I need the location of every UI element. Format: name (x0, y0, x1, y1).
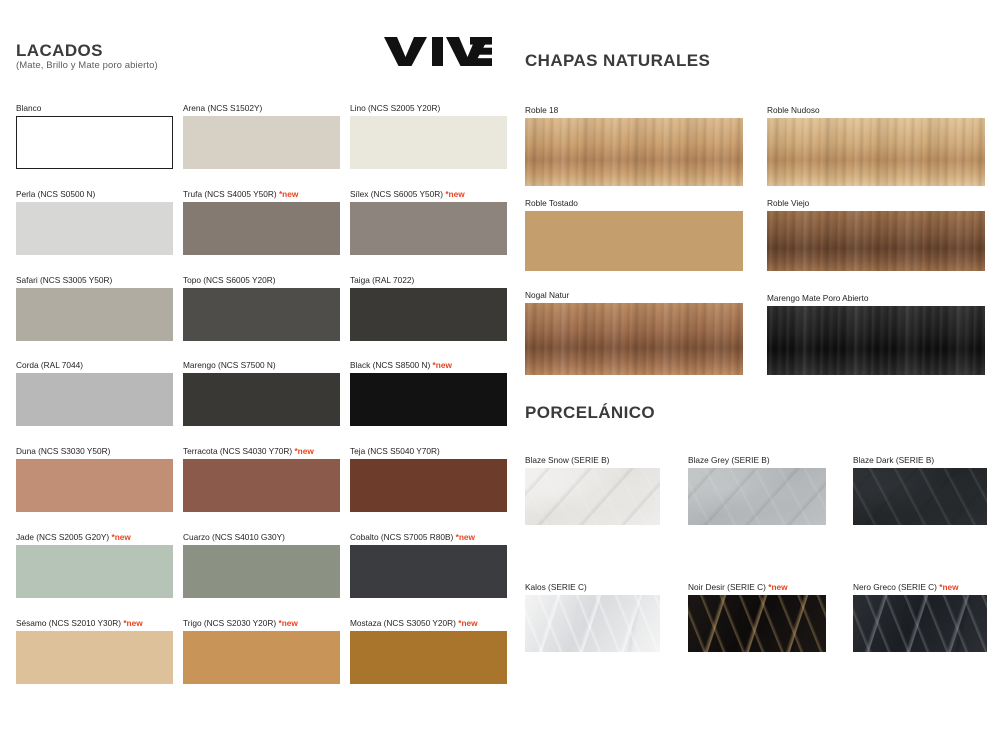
vive-logo (384, 36, 492, 66)
swatch-chip (16, 545, 173, 598)
swatch-chip (183, 373, 340, 426)
swatch-chip (853, 595, 987, 652)
swatch-lacado-6[interactable] (350, 189, 507, 255)
swatch-name: Nogal Natur (525, 290, 570, 300)
swatch-chip (350, 373, 507, 426)
swatch-lacado-8[interactable] (183, 275, 340, 341)
swatch-name: Terracota (NCS S4030 Y70R) (183, 446, 293, 456)
swatch-lacado-19[interactable] (16, 618, 173, 684)
swatch-lacado-20[interactable] (183, 618, 340, 684)
swatch-label (183, 360, 276, 370)
swatch-name: Taiga (RAL 7022) (350, 275, 415, 285)
swatch-lacado-5[interactable] (183, 189, 340, 255)
swatch-chip (16, 116, 173, 169)
swatch-label (183, 275, 276, 285)
swatch-name: Cobalto (NCS S7005 R80B) (350, 532, 454, 542)
swatch-label (16, 189, 95, 199)
swatch-label (16, 618, 143, 628)
swatch-lacado-12[interactable] (350, 360, 507, 426)
swatch-chip (350, 202, 507, 255)
swatch-chip (183, 631, 340, 684)
swatch-name: Nero Greco (SERIE C) (853, 582, 937, 592)
swatch-chip (525, 468, 660, 525)
swatch-label (688, 582, 788, 592)
swatch-label (183, 532, 285, 542)
swatch-chip (350, 116, 507, 169)
swatch-lacado-7[interactable] (16, 275, 173, 341)
swatch-name: Roble 18 (525, 105, 559, 115)
swatch-chapa-4[interactable] (767, 198, 985, 271)
swatch-lacado-2[interactable] (183, 103, 340, 169)
swatch-name: Duna (NCS S3030 Y50R) (16, 446, 111, 456)
swatch-lacado-10[interactable] (16, 360, 173, 426)
swatch-new-badge: *new (278, 618, 298, 628)
swatch-name: Lino (NCS S2005 Y20R) (350, 103, 441, 113)
swatch-name: Roble Tostado (525, 198, 578, 208)
swatch-label (183, 189, 298, 199)
section-title-porcelanico: PORCELÁNICO (525, 403, 656, 422)
swatch-name: Noir Desir (SERIE C) (688, 582, 766, 592)
swatch-new-badge: *new (939, 582, 959, 592)
swatch-lacado-11[interactable] (183, 360, 340, 426)
swatch-chapa-3[interactable] (525, 198, 743, 271)
swatch-chip (688, 595, 826, 652)
swatch-chapa-2[interactable] (767, 105, 985, 186)
swatch-new-badge: *new (123, 618, 143, 628)
swatch-chip (350, 631, 507, 684)
swatch-label (183, 446, 314, 456)
swatch-lacado-4[interactable] (16, 189, 173, 255)
swatch-porcelanico-6[interactable] (853, 582, 987, 652)
swatch-lacado-21[interactable] (350, 618, 507, 684)
swatch-name: Jade (NCS S2005 G20Y) (16, 532, 110, 542)
swatch-label (16, 446, 110, 456)
swatch-label (688, 455, 770, 465)
swatch-name: Sílex (NCS S6005 Y50R) (350, 189, 443, 199)
swatch-chip (767, 118, 985, 186)
swatch-new-badge: *new (768, 582, 788, 592)
swatch-new-badge: *new (111, 532, 131, 542)
swatch-name: Mostaza (NCS S3050 Y20R) (350, 618, 456, 628)
swatch-label (16, 532, 131, 542)
swatch-chip (767, 306, 985, 375)
swatch-name: Roble Viejo (767, 198, 810, 208)
swatch-chip (350, 459, 507, 512)
section-title-lacados: LACADOS (16, 41, 103, 60)
swatch-chip (16, 202, 173, 255)
section-subtitle-lacados: (Mate, Brillo y Mate poro abierto) (16, 60, 158, 71)
section-title-chapas: CHAPAS NATURALES (525, 51, 711, 70)
swatch-label (767, 198, 809, 208)
swatch-chip (525, 303, 743, 375)
swatch-new-badge: *new (445, 189, 465, 199)
swatch-label (525, 198, 578, 208)
swatch-lacado-9[interactable] (350, 275, 507, 341)
swatch-chip (16, 288, 173, 341)
swatch-new-badge: *new (432, 360, 452, 370)
swatch-name: Blanco (16, 103, 42, 113)
swatch-chip (767, 211, 985, 271)
swatch-label (525, 105, 558, 115)
swatch-name: Trufa (NCS S4005 Y50R) (183, 189, 277, 199)
swatch-lacado-17[interactable] (183, 532, 340, 598)
swatch-chip (183, 202, 340, 255)
swatch-label (350, 360, 452, 370)
swatch-name: Corda (RAL 7044) (16, 360, 84, 370)
swatch-lacado-18[interactable] (350, 532, 507, 598)
swatch-lacado-14[interactable] (183, 446, 340, 512)
swatch-label (16, 360, 83, 370)
swatch-porcelanico-1[interactable] (525, 455, 660, 525)
swatch-label (350, 618, 478, 628)
swatch-chip (525, 595, 660, 652)
swatch-name: Topo (NCS S6005 Y20R) (183, 275, 276, 285)
swatch-name: Kalos (SERIE C) (525, 582, 587, 592)
swatch-name: Roble Nudoso (767, 105, 820, 115)
swatch-porcelanico-2[interactable] (688, 455, 826, 525)
swatch-chip (853, 468, 987, 525)
swatch-name: Arena (NCS S1502Y) (183, 103, 263, 113)
swatch-chip (525, 118, 743, 186)
swatch-new-badge: *new (458, 618, 478, 628)
swatch-label (16, 103, 41, 113)
swatch-label (350, 103, 440, 113)
swatch-name: Teja (NCS S5040 Y70R) (350, 446, 440, 456)
swatch-lacado-1[interactable] (16, 103, 173, 169)
swatch-label (767, 105, 820, 115)
swatch-name: Perla (NCS S0500 N) (16, 189, 96, 199)
swatch-chip (350, 288, 507, 341)
swatch-porcelanico-5[interactable] (688, 582, 826, 652)
swatch-name: Safari (NCS S3005 Y50R) (16, 275, 113, 285)
swatch-porcelanico-3[interactable] (853, 455, 987, 525)
swatch-name: Sésamo (NCS S2010 Y30R) (16, 618, 121, 628)
swatch-chip (688, 468, 826, 525)
swatch-lacado-16[interactable] (16, 532, 173, 598)
swatch-chip (16, 631, 173, 684)
swatch-chapa-1[interactable] (525, 105, 743, 186)
swatch-name: Blaze Dark (SERIE B) (853, 455, 935, 465)
swatch-label (525, 582, 587, 592)
swatch-name: Trigo (NCS S2030 Y20R) (183, 618, 277, 628)
swatch-label (350, 446, 440, 456)
swatch-label (853, 582, 959, 592)
swatch-chip (183, 459, 340, 512)
swatch-chip (183, 545, 340, 598)
swatch-name: Cuarzo (NCS S4010 G30Y) (183, 532, 285, 542)
swatch-lacado-13[interactable] (16, 446, 173, 512)
swatch-label (350, 275, 414, 285)
swatch-chip (350, 545, 507, 598)
swatch-name: Blaze Grey (SERIE B) (688, 455, 770, 465)
swatch-label (853, 455, 934, 465)
swatch-name: Blaze Snow (SERIE B) (525, 455, 610, 465)
swatch-chip (183, 116, 340, 169)
swatch-porcelanico-4[interactable] (525, 582, 660, 652)
swatch-name: Marengo (NCS S7500 N) (183, 360, 276, 370)
swatch-label (183, 618, 298, 628)
swatch-chip (16, 459, 173, 512)
swatch-name: Marengo Mate Poro Abierto (767, 293, 869, 303)
swatch-new-badge: *new (294, 446, 314, 456)
swatch-lacado-15[interactable] (350, 446, 507, 512)
swatch-new-badge: *new (278, 189, 299, 199)
swatch-chapa-5[interactable] (525, 290, 743, 375)
swatch-label (350, 532, 475, 542)
swatch-label (16, 275, 112, 285)
swatch-chapa-6[interactable] (767, 293, 985, 375)
swatch-label (183, 103, 262, 113)
swatch-chip (525, 211, 743, 271)
swatch-label (525, 455, 609, 465)
swatch-chip (183, 288, 340, 341)
swatch-new-badge: *new (455, 532, 475, 542)
swatch-chip (16, 373, 173, 426)
swatch-label (525, 290, 569, 300)
swatch-label (767, 293, 868, 303)
swatch-label (350, 189, 465, 199)
swatch-name: Black (NCS S8500 N) (350, 360, 431, 370)
swatch-lacado-3[interactable] (350, 103, 507, 169)
